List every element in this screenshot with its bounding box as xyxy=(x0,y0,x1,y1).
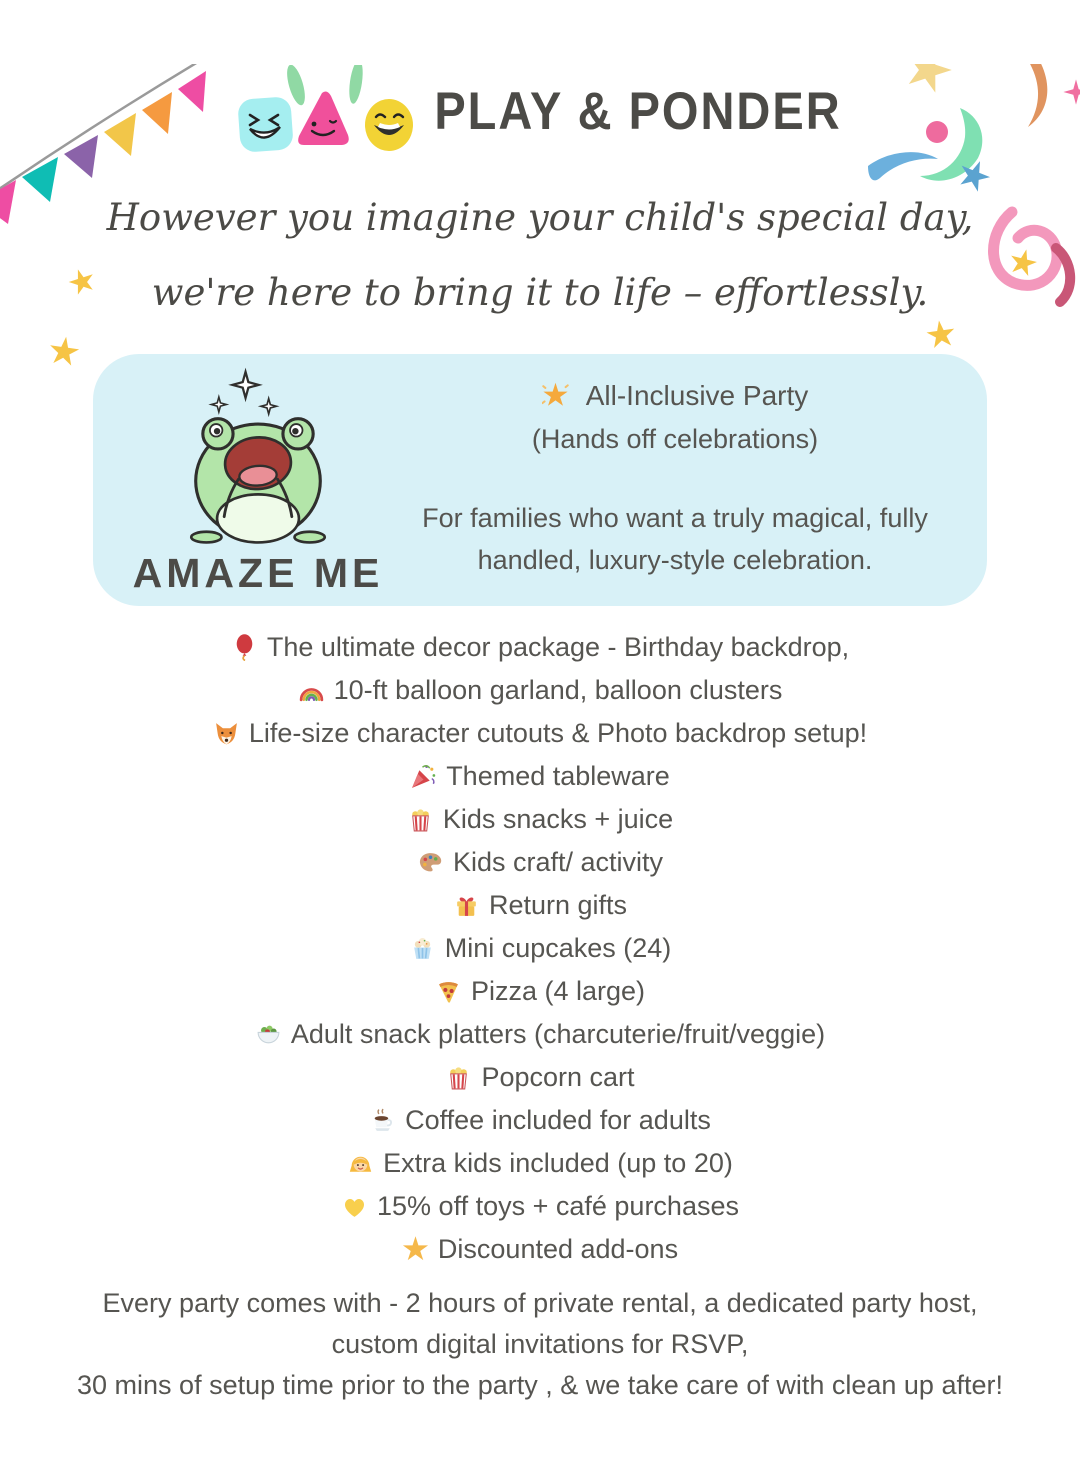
footer-note xyxy=(0,1283,1080,1406)
tagline-line2: we're here to bring it to life – effortlessly. xyxy=(151,271,929,314)
package-subheading: (Hands off celebrations) xyxy=(531,423,819,454)
feature-craft xyxy=(0,841,1080,884)
palette-icon xyxy=(417,849,444,876)
popcorn-icon xyxy=(407,806,434,833)
feature-text: Discounted add-ons xyxy=(437,1234,679,1264)
feature-text: Life-size character cutouts & Photo backdrop setup! xyxy=(248,718,868,748)
package-card xyxy=(93,354,987,606)
feature-list xyxy=(0,626,1080,1271)
feature-tableware xyxy=(0,755,1080,798)
girl-icon xyxy=(347,1150,374,1177)
feature-platters xyxy=(0,1013,1080,1056)
logo-title: PLAY & PONDER xyxy=(434,80,842,140)
feature-text: Popcorn cart xyxy=(481,1062,635,1092)
fox-icon xyxy=(213,720,240,747)
feature-text: Mini cupcakes (24) xyxy=(444,933,672,963)
feature-popcorn-cart xyxy=(0,1056,1080,1099)
gift-icon xyxy=(453,892,480,919)
feature-cupcakes xyxy=(0,927,1080,970)
feature-text: Kids snacks + juice xyxy=(442,804,674,834)
feature-text: Adult snack platters (charcuterie/fruit/veggie) xyxy=(290,1019,826,1049)
footer-line1: Every party comes with - 2 hours of private rental, a dedicated party host, xyxy=(102,1288,978,1318)
pizza-icon xyxy=(435,978,462,1005)
feature-decor xyxy=(0,626,1080,669)
cupcake-icon xyxy=(409,935,436,962)
feature-extra-kids xyxy=(0,1142,1080,1185)
feature-addons xyxy=(0,1228,1080,1271)
feature-text: Coffee included for adults xyxy=(405,1105,711,1135)
star-icon xyxy=(402,1236,429,1263)
package-card-left xyxy=(123,364,393,597)
footer-line2: custom digital invitations for RSVP, xyxy=(331,1329,749,1359)
feature-gifts xyxy=(0,884,1080,927)
feature-text: Kids craft/ activity xyxy=(452,847,664,877)
logo-shapes-icon xyxy=(238,65,418,155)
feature-cutouts xyxy=(0,712,1080,755)
feature-text: Return gifts xyxy=(488,890,628,920)
balloon-icon xyxy=(231,634,258,661)
tagline xyxy=(0,180,1080,330)
header xyxy=(0,64,1080,156)
package-name: AMAZE ME xyxy=(132,549,384,596)
amazed-frog-mascot xyxy=(169,364,347,550)
package-card-right xyxy=(393,380,957,581)
feature-discount-toys xyxy=(0,1185,1080,1228)
tagline-line1: However you imagine your child's special day, xyxy=(106,196,974,239)
package-heading: All-Inclusive Party xyxy=(585,379,809,411)
salad-icon xyxy=(255,1021,282,1048)
party-popper-icon xyxy=(410,763,437,790)
package-description xyxy=(393,497,957,581)
package-description-line1: For families who want a truly magical, fully xyxy=(422,502,928,533)
coffee-icon xyxy=(369,1107,396,1134)
feature-text: Extra kids included (up to 20) xyxy=(383,1148,733,1178)
feature-snacks xyxy=(0,798,1080,841)
feature-pizza xyxy=(0,970,1080,1013)
package-description-line2: handled, luxury-style celebration. xyxy=(477,544,873,575)
footer-line3: 30 mins of setup time prior to the party , & we take care of with clean up after! xyxy=(77,1370,1003,1400)
feature-garland xyxy=(0,669,1080,712)
feature-coffee xyxy=(0,1099,1080,1142)
package-heading-row xyxy=(393,380,957,412)
rainbow-icon xyxy=(298,677,325,704)
feature-text: Themed tableware xyxy=(446,761,670,791)
glowing-star-icon xyxy=(542,382,569,409)
feature-text: 10-ft balloon garland, balloon clusters xyxy=(333,675,783,705)
feature-text: 15% off toys + café purchases xyxy=(377,1191,739,1221)
popcorn-icon xyxy=(445,1064,472,1091)
feature-text: Pizza (4 large) xyxy=(470,976,646,1006)
feature-text: The ultimate decor package - Birthday backdrop, xyxy=(266,632,850,662)
yellow-heart-icon xyxy=(341,1193,368,1220)
